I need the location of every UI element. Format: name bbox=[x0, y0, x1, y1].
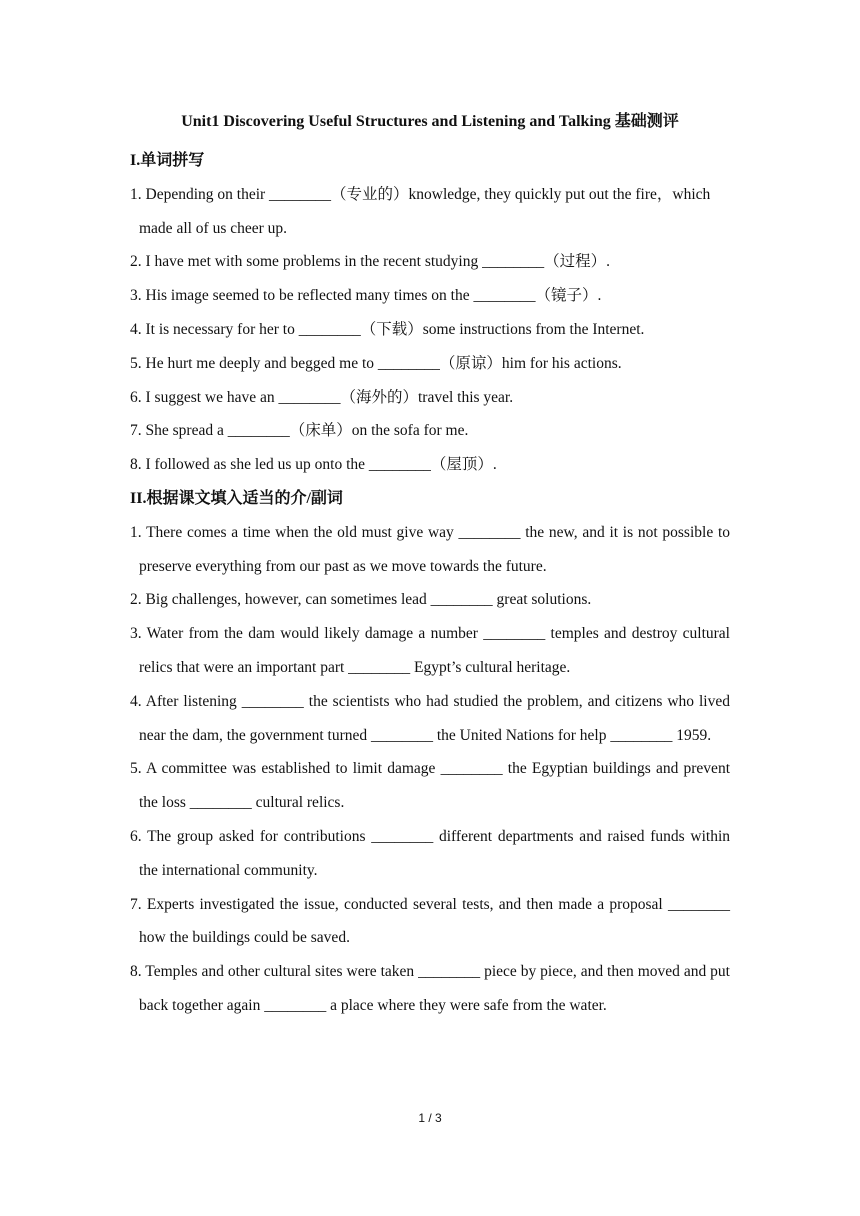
question-item: 8. Temples and other cultural sites were taken ________ piece by piece, and then moved and put back together again ________ a place where they were safe from the water. bbox=[130, 963, 730, 1014]
question-item: 1. Depending on their ________（专业的）knowledge, they quickly put out the fire，which made all of us cheer up. bbox=[130, 185, 711, 237]
question-item: 3. His image seemed to be reflected many times on the ________（镜子）. bbox=[130, 287, 602, 305]
question-item: 7. Experts investigated the issue, conducted several tests, and then made a proposal ________ how the buildings could be saved. bbox=[130, 895, 730, 947]
section-word-spelling bbox=[130, 144, 730, 482]
question-item: 4. It is necessary for her to ________（下载）some instructions from the Internet. bbox=[130, 320, 645, 338]
page-number: 1 / 3 bbox=[418, 1111, 442, 1125]
question-item: 4. After listening ________ the scientists who had studied the problem, and citizens who lived near the dam, the government turned ________ the United Nations for help ________ 1959. bbox=[130, 692, 730, 744]
document-title: Unit1 Discovering Useful Structures and Listening and Talking 基础测评 bbox=[181, 113, 679, 130]
document-content bbox=[130, 144, 730, 1023]
question-item: 5. A committee was established to limit damage ________ the Egyptian buildings and prevent the loss ________ cultural relics. bbox=[130, 760, 730, 812]
question-item: 6. I suggest we have an ________（海外的）travel this year. bbox=[130, 388, 514, 406]
question-item: 7. She spread a ________（床单）on the sofa for me. bbox=[130, 422, 469, 440]
question-item: 2. I have met with some problems in the recent studying ________（过程）. bbox=[130, 253, 610, 271]
question-item: 1. There comes a time when the old must give way ________ the new, and it is not possible to preserve everything from our past as we move towards the future. bbox=[130, 523, 730, 575]
question-item: 6. The group asked for contributions ________ different departments and raised funds within the international community. bbox=[130, 827, 730, 879]
question-item: 5. He hurt me deeply and begged me to ________（原谅）him for his actions. bbox=[130, 354, 622, 372]
section-heading: II.根据课文填入适当的介/副词 bbox=[130, 489, 343, 507]
question-item: 3. Water from the dam would likely damage a number ________ temples and destroy cultural relics that were an important part ________ Egypt’s cultural heritage. bbox=[130, 625, 730, 676]
section-heading: I.单词拼写 bbox=[130, 152, 205, 169]
question-item: 8. I followed as she led us up onto the ________（屋顶）. bbox=[130, 456, 497, 474]
section-prepositions-adverbs bbox=[130, 482, 730, 1023]
question-item: 2. Big challenges, however, can sometimes lead ________ great solutions. bbox=[130, 591, 592, 609]
